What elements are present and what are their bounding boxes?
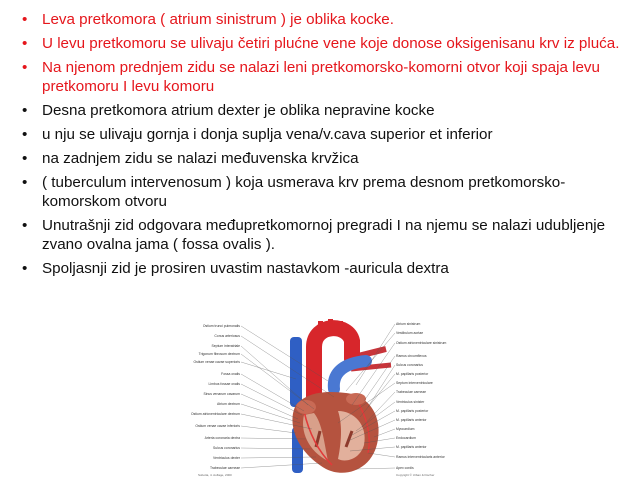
label-right: Ventriculus sinister: [396, 400, 425, 404]
label-right: Sulcus coronarius: [396, 363, 423, 367]
bullet-dot-icon: •: [22, 11, 28, 28]
label-left: Atrium dextrum: [217, 402, 240, 406]
heart-anatomy-figure: [191, 319, 464, 478]
bullet-item: [22, 259, 622, 278]
label-right: Myocardium: [396, 427, 415, 431]
bullet-dot-icon: •: [22, 102, 28, 119]
bullet-dot-icon: •: [22, 59, 28, 76]
label-right: M. papillaris anterior: [396, 445, 427, 449]
bullet-text: Unutrašnji zid odgovara međupretkomornoj pregradi I na njemu se nalazi udubljenje zvano ovalna jama ( fossa ovalis ).: [42, 217, 606, 253]
label-left: Sulcus coronarius: [213, 446, 240, 450]
bullet-dot-icon: •: [22, 150, 28, 167]
bullet-text: Na njenom prednjem zidu se nalazi leni pretkomorsko-komorni otvor koji spaja levu pretkomoru I levu komoru: [42, 59, 600, 95]
label-right: M. papillaris anterior: [396, 418, 427, 422]
label-left: Trigonum fibrosum dextrum: [198, 352, 240, 356]
label-right: Atrium sinistrum: [396, 322, 421, 326]
label-right: Septum interventriculare: [396, 381, 433, 385]
heart-illustration-icon: [290, 319, 391, 473]
label-left: Arteria coronaria dextra: [204, 436, 240, 440]
bullet-item: [22, 58, 622, 96]
label-right: M. papillaris posterior: [396, 409, 429, 413]
bullet-dot-icon: •: [22, 217, 28, 234]
label-right: Ostium atrioventriculare sinistrum: [396, 341, 447, 345]
label-left: Ostium trunci pulmonalis: [202, 324, 240, 328]
figure-credit-left: Sobotta, 4. Auflage, 2000: [198, 473, 232, 477]
label-right: M. papillaris posterior: [396, 372, 429, 376]
label-left: Ostium atrioventriculare dextrum: [191, 412, 240, 416]
bullet-item: [22, 10, 622, 29]
label-right: Endocardium: [396, 436, 416, 440]
bullet-text: u nju se ulivaju gornja i donja suplja vena/v.cava superior et inferior: [42, 126, 493, 143]
bullet-item: [22, 173, 622, 211]
bullet-dot-icon: •: [22, 174, 28, 191]
label-left: Septum interatriale: [211, 344, 240, 348]
heart-diagram: [191, 319, 464, 478]
bullet-item: [22, 101, 622, 120]
bullet-item: [22, 216, 622, 254]
bullet-item: [22, 125, 622, 144]
bullet-text: U levu pretkomoru se ulivaju četiri plućne vene koje donose oksigenisanu krv iz pluća.: [42, 35, 620, 52]
figure-credit-right: Copyright © Urban & Fischer: [396, 473, 435, 477]
label-left: Ostium venae cavae inferioris: [195, 424, 240, 428]
bullet-text: ( tuberculum intervenosum ) koja usmerava krv prema desnom pretkomorsko-komorskom otvoru: [42, 174, 566, 210]
label-left: Limbus fossae ovalis: [208, 382, 240, 386]
label-right: Trabeculae carneae: [396, 390, 427, 394]
bullet-dot-icon: •: [22, 35, 28, 52]
label-left: Fossa ovalis: [221, 372, 240, 376]
bullet-dot-icon: •: [22, 260, 28, 277]
bullet-text: Leva pretkomora ( atrium sinistrum ) je oblika kocke.: [42, 11, 394, 28]
bullet-text: Desna pretkomora atrium dexter je oblika nepravine kocke: [42, 102, 435, 119]
label-left: Ostium venae cavae superioris: [193, 360, 240, 364]
label-left: Ventriculus dexter: [213, 456, 240, 460]
bullet-item: [22, 149, 622, 168]
label-left: Conus arteriosus: [214, 334, 240, 338]
bullet-text: Spoljasnji zid je prosiren uvastim nastavkom -auricula dextra: [42, 260, 449, 277]
label-left: Trabeculae carneae: [209, 466, 240, 470]
label-right: Vestibulum aortae: [396, 331, 424, 335]
label-left: Sinus venarum cavarum: [203, 392, 240, 396]
label-right: Ramus interventricularis anterior: [396, 455, 445, 459]
label-right: Ramus circumflexus: [396, 354, 427, 358]
bullet-list: [22, 10, 622, 283]
bullet-text: na zadnjem zidu se nalazi međuvenska krvžica: [42, 150, 359, 167]
bullet-item: [22, 34, 622, 53]
bullet-dot-icon: •: [22, 126, 28, 143]
label-right: Apex cordis: [396, 466, 414, 470]
